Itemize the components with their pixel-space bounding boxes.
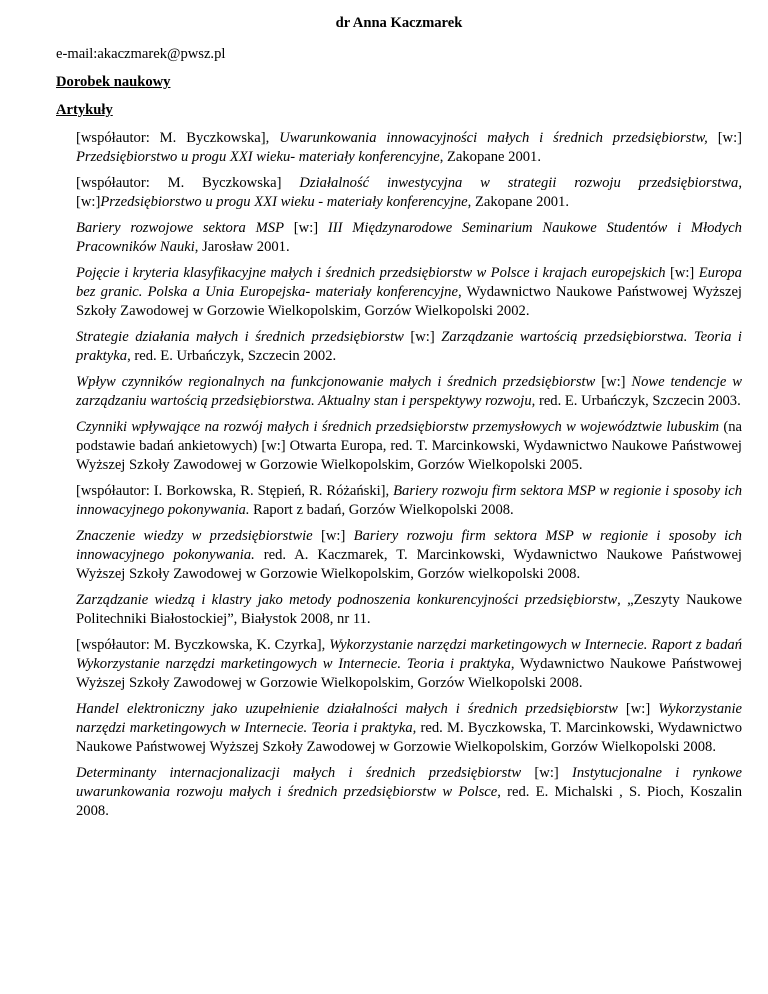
entry-text-segment: , [w:] (76, 175, 742, 210)
articles-list (56, 129, 742, 821)
article-entry (76, 591, 742, 629)
entry-title-segment: Czynniki wpływające na rozwój małych i średnich przedsiębiorstw przemysłowych w województwie lubuskim (76, 419, 720, 435)
entry-title-segment: Instytucjonalne i rynkowe uwarunkowania rozwoju małych i średnich przedsiębiorstw w Polsce (76, 765, 742, 800)
entry-title-segment: Uwarunkowania innowacyjności małych i średnich przedsiębiorstw, (279, 130, 708, 146)
entry-title-segment: Bariery rozwoju firm sektora MSP w regionie i sposoby ich innowacyjnego pokonywania. (76, 483, 742, 518)
article-entry (76, 527, 742, 584)
article-entry (76, 418, 742, 475)
article-entry (76, 129, 742, 167)
section-heading-scientific-output: Dorobek naukowy (56, 74, 171, 90)
entry-text-segment: [w:] (707, 130, 743, 146)
entry-text-segment: (na podstawie badań ankietowych) [w:] Otwarta Europa, red. T. Marcinkowski, Wydawnictwo Naukowe Państwowej Wyższej Szkoły Zawodowej w Gorzowie Wielkopolskim, Gorzów Wielkopolski 2005. (76, 419, 742, 473)
entry-title-segment: Wykorzystanie narzędzi marketingowych w Internecie. Raport z badań Wykorzystanie narzędzi marketingowych w Internecie. Teoria i praktyka (76, 637, 742, 672)
author-email: e-mail:akaczmarek@pwsz.pl (56, 46, 226, 62)
entry-text-segment: [w:] (665, 265, 699, 281)
article-entry (76, 328, 742, 366)
entry-title-segment: III Międzynarodowe Seminarium Naukowe Studentów i Młodych Pracowników Nauki (76, 220, 742, 255)
entry-text-segment: [w:] (595, 374, 632, 390)
entry-text-segment: , Wydawnictwo Naukowe Państwowej Wyższej Szkoły Zawodowej w Gorzowie Wielkopolskim, Gorzów Wielkopolski 2008. (76, 656, 743, 691)
entry-text-segment: [w:] (284, 220, 328, 236)
entry-title-segment: Europa bez granic. Polska a Unia Europejska- materiały konferencyjne (76, 265, 742, 300)
entry-text-segment: [współautor: M. Byczkowska, K. Czyrka], (76, 637, 330, 653)
entry-text-segment: [w:] (403, 329, 442, 345)
entry-title-segment: Strategie działania małych i średnich przedsiębiorstw (76, 329, 404, 345)
article-entry (76, 219, 742, 257)
entry-text-segment: , red. E. Michalski , S. Pioch, Koszalin 2008. (76, 784, 742, 819)
section-heading-articles: Artykuły (56, 102, 113, 118)
entry-title-segment: Wpływ czynników regionalnych na funkcjonowanie małych i średnich przedsiębiorstw (76, 374, 596, 390)
entry-title-segment: Przedsiębiorstwo u progu XXI wieku - materiały konferencyjne (100, 194, 468, 210)
entry-text-segment: red. M. Byczkowska, T. Marcinkowski, Wydawnictwo Naukowe Państwowej Wyższej Szkoły Zawodowej w Gorzowie Wielkopolskim, Gorzów Wielkopolski 2008. (76, 720, 742, 755)
article-entry (76, 264, 742, 321)
entry-title-segment: Nowe tendencje w zarządzaniu wartością przedsiębiorstwa. Aktualny stan i perspektywy rozwoju (76, 374, 742, 409)
article-entry (76, 482, 742, 520)
article-entry (76, 174, 742, 212)
entry-text-segment: , Zakopane 2001. (467, 194, 569, 210)
article-entry (76, 373, 742, 411)
entry-title-segment: Wykorzystanie narzędzi marketingowych w Internecie. Teoria i praktyka, (76, 701, 742, 736)
entry-title-segment: Bariery rozwojowe sektora MSP (76, 220, 284, 236)
entry-text-segment: red. A. Kaczmarek, T. Marcinkowski, Wydawnictwo Naukowe Państwowej Wyższej Szkoły Zawodowej w Gorzowie Wielkopolskim, Gorzów wielkopolski 2008. (76, 547, 742, 582)
article-entry (76, 636, 742, 693)
entry-text-segment: [współautor: M. Byczkowska], (76, 130, 280, 146)
entry-text-segment: Raport z badań, Gorzów Wielkopolski 2008. (249, 502, 514, 518)
entry-title-segment: Pojęcie i kryteria klasyfikacyjne małych i średnich przedsiębiorstw w Polsce i krajach europejskich (76, 265, 666, 281)
entry-title-segment: Handel elektroniczny jako uzupełnienie działalności małych i średnich przedsiębiorstw (76, 701, 618, 717)
entry-title-segment: Determinanty internacjonalizacji małych i średnich przedsiębiorstw (76, 765, 522, 781)
entry-text-segment: [współautor: M. Byczkowska] (76, 175, 300, 191)
entry-text-segment: , red. E. Urbańczyk, Szczecin 2002. (127, 348, 337, 364)
entry-title-segment: Znaczenie wiedzy w przedsiębiorstwie (76, 528, 313, 544)
article-entry (76, 700, 742, 757)
entry-text-segment: , Wydawnictwo Naukowe Państwowej Wyższej Szkoły Zawodowej w Gorzowie Wielkopolskim, Gorzów Wielkopolski 2002. (76, 284, 742, 319)
entry-text-segment: [w:] (312, 528, 354, 544)
entry-text-segment: , red. E. Urbańczyk, Szczecin 2003. (531, 393, 741, 409)
author-title: dr Anna Kaczmarek (335, 15, 463, 31)
entry-text-segment: [współautor: I. Borkowska, R. Stępień, R. Różański], (76, 483, 394, 499)
entry-title-segment: Działalność inwestycyjna w strategii rozwoju przedsiębiorstwa (299, 175, 739, 191)
entry-text-segment: [w:] (617, 701, 659, 717)
entry-title-segment: Zarządzanie wiedzą i klastry jako metody podnoszenia konkurencyjności przedsiębiorstw (76, 592, 618, 608)
entry-text-segment: , „Zeszyty Naukowe Politechniki Białostockiej”, Białystok 2008, nr 11. (76, 592, 743, 627)
entry-title-segment: Zarządzanie wartością przedsiębiorstwa. Teoria i praktyka (76, 329, 742, 364)
entry-text-segment: , Jarosław 2001. (194, 239, 290, 255)
entry-title-segment: Przedsiębiorstwo u progu XXI wieku- materiały konferencyjne (76, 149, 440, 165)
entry-text-segment: , Zakopane 2001. (439, 149, 542, 165)
entry-title-segment: Bariery rozwoju firm sektora MSP w regionie i sposoby ich innowacyjnego pokonywania. (76, 528, 742, 563)
entry-text-segment: [w:] (521, 765, 572, 781)
article-entry (76, 764, 742, 821)
